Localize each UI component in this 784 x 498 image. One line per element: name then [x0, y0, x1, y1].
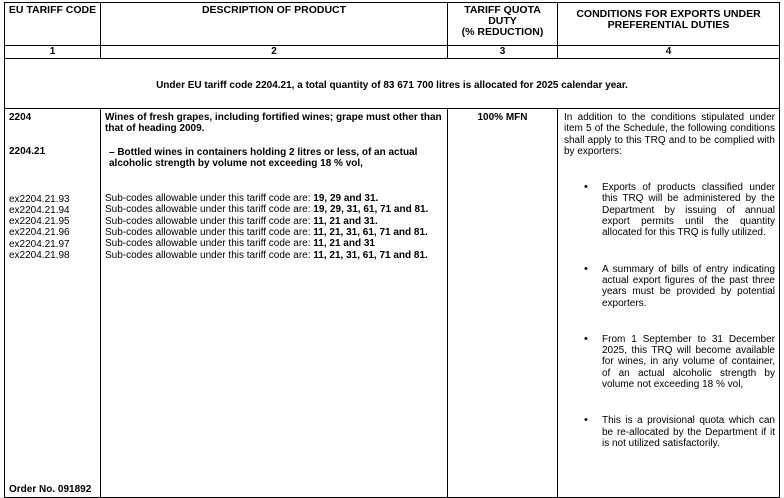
tariff-table [4, 2, 780, 498]
tariff-code-cell [5, 109, 101, 498]
column-number: 2 [101, 46, 448, 59]
conditions-list [564, 182, 775, 449]
column-number: 1 [5, 46, 101, 59]
subcode-line: Sub-codes allowable under this tariff code are: 11, 21 and 31. [105, 215, 378, 227]
header-description: DESCRIPTION OF PRODUCT [101, 3, 448, 46]
header-conditions [558, 3, 780, 46]
header-tariff-quota-l2: DUTY [488, 15, 517, 27]
bullet-icon: • [584, 181, 588, 194]
bullet-icon: • [584, 262, 588, 275]
code-sub: 2204.21 [9, 146, 46, 158]
column-number: 3 [448, 46, 558, 59]
ex-code: ex2204.21.96 [9, 227, 70, 239]
condition-item: • A summary of bills of entry indicating actual export figures of the past three years must be provided by potential exporters. [584, 262, 775, 309]
quota-note-row [5, 59, 780, 109]
description-heading: Wines of fresh grapes, including fortified wines; grape must other than that of heading 2009. [105, 112, 442, 135]
ex-code: ex2204.21.98 [9, 250, 70, 262]
header-row [5, 3, 780, 46]
bullet-icon: • [584, 414, 588, 427]
header-tariff-quota-l3: (% REDUCTION) [461, 26, 544, 38]
subcode-line: Sub-codes allowable under this tariff code are: 11, 21 and 31 [105, 238, 375, 250]
header-tariff-quota [448, 3, 558, 46]
subcode-line: Sub-codes allowable under this tariff code are: 11, 21, 31, 61, 71 and 81. [105, 227, 428, 239]
duty-value: 100% MFN [477, 112, 528, 123]
condition-item: • Exports of products classified under this TRQ will be administered by the Department by issuing of annual export permits until the quantity allocated for this TRQ is fully utilized. [584, 181, 775, 239]
column-number: 4 [558, 46, 780, 59]
description-cell [101, 109, 448, 498]
code-heading: 2204 [9, 112, 32, 123]
ex-code: ex2204.21.93 [9, 193, 70, 205]
quota-note: Under EU tariff code 2204.21, a total quantity of 83 671 700 litres is allocated for 2025 calendar year. [5, 59, 780, 109]
condition-item: • This is a provisional quota which can be re-allocated by the Department if it is not utilized satisfactorily. [584, 414, 775, 449]
ex-code: ex2204.21.94 [9, 204, 70, 216]
conditions-intro: In addition to the conditions stipulated under item 5 of the Schedule, the following conditions shall apply to this TRQ and to be complied with by exporters: [564, 112, 775, 157]
subcode-line: Sub-codes allowable under this tariff code are: 19, 29, 31, 61, 71 and 81. [105, 204, 429, 216]
column-number-row [5, 46, 780, 59]
condition-item: • From 1 September to 31 December 2025, this TRQ will become available for wines, in any volume of container, of an actual alcoholic strength by volume not exceeding 18 % vol, [584, 332, 775, 391]
tariff-body-row [5, 109, 780, 498]
ex-code: ex2204.21.97 [9, 238, 70, 250]
header-conditions-l1: CONDITIONS FOR EXPORTS UNDER [576, 8, 761, 20]
bullet-icon: • [584, 332, 588, 345]
ex-code: ex2204.21.95 [9, 216, 70, 228]
subcode-line: Sub-codes allowable under this tariff code are: 11, 21, 31, 61, 71 and 81. [105, 249, 428, 261]
tariff-table-page [4, 2, 779, 495]
order-number: Order No. 091892 [9, 483, 92, 495]
header-tariff-quota-l1: TARIFF QUOTA [464, 4, 541, 16]
conditions-cell [558, 109, 780, 498]
duty-cell [448, 109, 558, 498]
header-conditions-l2: PREFERENTIAL DUTIES [607, 19, 730, 31]
subcode-line: Sub-codes allowable under this tariff code are: 19, 29 and 31. [105, 193, 379, 205]
header-eu-tariff-code: EU TARIFF CODE [5, 3, 101, 46]
description-sub: – Bottled wines in containers holding 2 litres or less, of an actual alcoholic strength by volume not exceeding 18 % vol, [109, 146, 418, 169]
